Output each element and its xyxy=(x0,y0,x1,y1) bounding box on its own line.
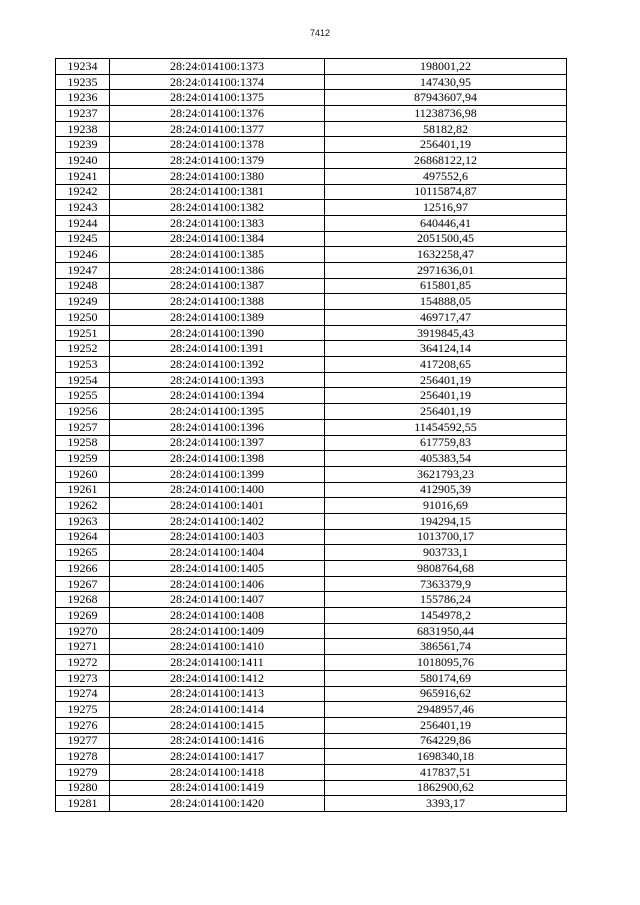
row-number-cell: 19257 xyxy=(56,419,110,435)
cadastral-number-cell: 28:24:014100:1379 xyxy=(110,153,325,169)
row-number-cell: 19266 xyxy=(56,561,110,577)
value-cell: 256401,19 xyxy=(325,372,567,388)
table-row xyxy=(56,262,567,278)
cadastral-number-cell: 28:24:014100:1410 xyxy=(110,639,325,655)
cadastral-number-cell: 28:24:014100:1415 xyxy=(110,717,325,733)
table-row xyxy=(56,121,567,137)
value-cell: 10115874,87 xyxy=(325,184,567,200)
value-cell: 12516,97 xyxy=(325,200,567,216)
row-number-cell: 19278 xyxy=(56,749,110,765)
page-number: 7412 xyxy=(309,28,331,38)
table-row xyxy=(56,74,567,90)
table-row xyxy=(56,310,567,326)
cadastral-number-cell: 28:24:014100:1416 xyxy=(110,733,325,749)
value-cell: 194294,15 xyxy=(325,513,567,529)
cadastral-number-cell: 28:24:014100:1386 xyxy=(110,262,325,278)
cadastral-number-cell: 28:24:014100:1395 xyxy=(110,404,325,420)
row-number-cell: 19274 xyxy=(56,686,110,702)
table-row xyxy=(56,498,567,514)
row-number-cell: 19281 xyxy=(56,796,110,812)
cadastral-number-cell: 28:24:014100:1391 xyxy=(110,341,325,357)
table-row xyxy=(56,137,567,153)
value-cell: 417837,51 xyxy=(325,764,567,780)
row-number-cell: 19248 xyxy=(56,278,110,294)
table-row xyxy=(56,608,567,624)
cadastral-number-cell: 28:24:014100:1382 xyxy=(110,200,325,216)
value-cell: 580174,69 xyxy=(325,670,567,686)
row-number-cell: 19259 xyxy=(56,451,110,467)
table-row xyxy=(56,294,567,310)
row-number-cell: 19271 xyxy=(56,639,110,655)
row-number-cell: 19261 xyxy=(56,482,110,498)
cadastral-number-cell: 28:24:014100:1414 xyxy=(110,702,325,718)
table-row xyxy=(56,435,567,451)
row-number-cell: 19253 xyxy=(56,357,110,373)
row-number-cell: 19250 xyxy=(56,310,110,326)
row-number-cell: 19260 xyxy=(56,466,110,482)
value-cell: 256401,19 xyxy=(325,388,567,404)
table-row xyxy=(56,325,567,341)
table-row xyxy=(56,670,567,686)
table-row xyxy=(56,388,567,404)
value-cell: 469717,47 xyxy=(325,310,567,326)
row-number-cell: 19242 xyxy=(56,184,110,200)
value-cell: 386561,74 xyxy=(325,639,567,655)
cadastral-number-cell: 28:24:014100:1402 xyxy=(110,513,325,529)
table-row xyxy=(56,168,567,184)
cadastral-number-cell: 28:24:014100:1398 xyxy=(110,451,325,467)
row-number-cell: 19237 xyxy=(56,106,110,122)
value-cell: 364124,14 xyxy=(325,341,567,357)
value-cell: 497552,6 xyxy=(325,168,567,184)
value-cell: 147430,95 xyxy=(325,74,567,90)
cadastral-number-cell: 28:24:014100:1419 xyxy=(110,780,325,796)
value-cell: 87943607,94 xyxy=(325,90,567,106)
table-row xyxy=(56,419,567,435)
cadastral-number-cell: 28:24:014100:1388 xyxy=(110,294,325,310)
row-number-cell: 19277 xyxy=(56,733,110,749)
table-row xyxy=(56,529,567,545)
row-number-cell: 19263 xyxy=(56,513,110,529)
cadastral-number-cell: 28:24:014100:1412 xyxy=(110,670,325,686)
row-number-cell: 19243 xyxy=(56,200,110,216)
cadastral-number-cell: 28:24:014100:1406 xyxy=(110,576,325,592)
row-number-cell: 19264 xyxy=(56,529,110,545)
cadastral-number-cell: 28:24:014100:1387 xyxy=(110,278,325,294)
cadastral-number-cell: 28:24:014100:1411 xyxy=(110,655,325,671)
row-number-cell: 19270 xyxy=(56,623,110,639)
row-number-cell: 19269 xyxy=(56,608,110,624)
table-row xyxy=(56,278,567,294)
cadastral-number-cell: 28:24:014100:1404 xyxy=(110,545,325,561)
value-cell: 58182,82 xyxy=(325,121,567,137)
value-cell: 11238736,98 xyxy=(325,106,567,122)
value-cell: 9808764,68 xyxy=(325,561,567,577)
table-row xyxy=(56,153,567,169)
table-row xyxy=(56,780,567,796)
row-number-cell: 19238 xyxy=(56,121,110,137)
value-cell: 26868122,12 xyxy=(325,153,567,169)
row-number-cell: 19262 xyxy=(56,498,110,514)
value-cell: 256401,19 xyxy=(325,137,567,153)
cadastral-number-cell: 28:24:014100:1375 xyxy=(110,90,325,106)
value-cell: 965916,62 xyxy=(325,686,567,702)
row-number-cell: 19275 xyxy=(56,702,110,718)
cadastral-number-cell: 28:24:014100:1400 xyxy=(110,482,325,498)
value-cell: 7363379,9 xyxy=(325,576,567,592)
value-cell: 3919845,43 xyxy=(325,325,567,341)
row-number-cell: 19249 xyxy=(56,294,110,310)
cadastral-number-cell: 28:24:014100:1380 xyxy=(110,168,325,184)
cadastral-number-cell: 28:24:014100:1394 xyxy=(110,388,325,404)
table-row xyxy=(56,592,567,608)
table-row xyxy=(56,482,567,498)
cadastral-number-cell: 28:24:014100:1392 xyxy=(110,357,325,373)
table-row xyxy=(56,764,567,780)
table-row xyxy=(56,357,567,373)
cadastral-number-cell: 28:24:014100:1409 xyxy=(110,623,325,639)
cadastral-number-cell: 28:24:014100:1393 xyxy=(110,372,325,388)
value-cell: 764229,86 xyxy=(325,733,567,749)
row-number-cell: 19273 xyxy=(56,670,110,686)
row-number-cell: 19244 xyxy=(56,215,110,231)
table-row xyxy=(56,200,567,216)
cadastral-number-cell: 28:24:014100:1407 xyxy=(110,592,325,608)
table-row xyxy=(56,215,567,231)
table-row xyxy=(56,545,567,561)
table-row xyxy=(56,247,567,263)
value-cell: 6831950,44 xyxy=(325,623,567,639)
value-cell: 617759,83 xyxy=(325,435,567,451)
table-row xyxy=(56,231,567,247)
value-cell: 1698340,18 xyxy=(325,749,567,765)
value-cell: 405383,54 xyxy=(325,451,567,467)
cadastral-number-cell: 28:24:014100:1390 xyxy=(110,325,325,341)
table-row xyxy=(56,702,567,718)
value-cell: 2971636,01 xyxy=(325,262,567,278)
table-row xyxy=(56,655,567,671)
value-cell: 1018095,76 xyxy=(325,655,567,671)
cadastral-number-cell: 28:24:014100:1417 xyxy=(110,749,325,765)
cadastral-number-cell: 28:24:014100:1373 xyxy=(110,59,325,75)
table-row xyxy=(56,106,567,122)
table-row xyxy=(56,576,567,592)
row-number-cell: 19247 xyxy=(56,262,110,278)
row-number-cell: 19268 xyxy=(56,592,110,608)
value-cell: 1862900,62 xyxy=(325,780,567,796)
value-cell: 1632258,47 xyxy=(325,247,567,263)
value-cell: 91016,69 xyxy=(325,498,567,514)
cadastral-number-cell: 28:24:014100:1389 xyxy=(110,310,325,326)
value-cell: 417208,65 xyxy=(325,357,567,373)
row-number-cell: 19239 xyxy=(56,137,110,153)
value-cell: 3621793,23 xyxy=(325,466,567,482)
table-row xyxy=(56,749,567,765)
table-row xyxy=(56,513,567,529)
cadastral-number-cell: 28:24:014100:1413 xyxy=(110,686,325,702)
table-row xyxy=(56,341,567,357)
cadastral-number-cell: 28:24:014100:1385 xyxy=(110,247,325,263)
row-number-cell: 19267 xyxy=(56,576,110,592)
table-row xyxy=(56,796,567,812)
table-row xyxy=(56,717,567,733)
row-number-cell: 19258 xyxy=(56,435,110,451)
table-row xyxy=(56,623,567,639)
table-row xyxy=(56,686,567,702)
table-row xyxy=(56,59,567,75)
value-cell: 2051500,45 xyxy=(325,231,567,247)
table-row xyxy=(56,733,567,749)
row-number-cell: 19252 xyxy=(56,341,110,357)
registry-table-body xyxy=(56,59,567,812)
cadastral-number-cell: 28:24:014100:1378 xyxy=(110,137,325,153)
cadastral-number-cell: 28:24:014100:1381 xyxy=(110,184,325,200)
registry-table xyxy=(55,58,567,812)
row-number-cell: 19265 xyxy=(56,545,110,561)
table-row xyxy=(56,466,567,482)
cadastral-number-cell: 28:24:014100:1384 xyxy=(110,231,325,247)
cadastral-number-cell: 28:24:014100:1376 xyxy=(110,106,325,122)
row-number-cell: 19280 xyxy=(56,780,110,796)
value-cell: 2948957,46 xyxy=(325,702,567,718)
value-cell: 155786,24 xyxy=(325,592,567,608)
table-row xyxy=(56,404,567,420)
value-cell: 1454978,2 xyxy=(325,608,567,624)
value-cell: 154888,05 xyxy=(325,294,567,310)
row-number-cell: 19254 xyxy=(56,372,110,388)
row-number-cell: 19256 xyxy=(56,404,110,420)
row-number-cell: 19279 xyxy=(56,764,110,780)
value-cell: 198001,22 xyxy=(325,59,567,75)
row-number-cell: 19241 xyxy=(56,168,110,184)
value-cell: 256401,19 xyxy=(325,717,567,733)
value-cell: 256401,19 xyxy=(325,404,567,420)
value-cell: 903733,1 xyxy=(325,545,567,561)
table-row xyxy=(56,561,567,577)
cadastral-number-cell: 28:24:014100:1397 xyxy=(110,435,325,451)
value-cell: 1013700,17 xyxy=(325,529,567,545)
value-cell: 3393,17 xyxy=(325,796,567,812)
value-cell: 11454592,55 xyxy=(325,419,567,435)
row-number-cell: 19255 xyxy=(56,388,110,404)
value-cell: 640446,41 xyxy=(325,215,567,231)
cadastral-number-cell: 28:24:014100:1383 xyxy=(110,215,325,231)
cadastral-number-cell: 28:24:014100:1401 xyxy=(110,498,325,514)
row-number-cell: 19245 xyxy=(56,231,110,247)
cadastral-number-cell: 28:24:014100:1377 xyxy=(110,121,325,137)
row-number-cell: 19276 xyxy=(56,717,110,733)
row-number-cell: 19235 xyxy=(56,74,110,90)
cadastral-number-cell: 28:24:014100:1408 xyxy=(110,608,325,624)
table-row xyxy=(56,372,567,388)
row-number-cell: 19240 xyxy=(56,153,110,169)
row-number-cell: 19234 xyxy=(56,59,110,75)
cadastral-number-cell: 28:24:014100:1403 xyxy=(110,529,325,545)
table-row xyxy=(56,90,567,106)
row-number-cell: 19272 xyxy=(56,655,110,671)
cadastral-number-cell: 28:24:014100:1374 xyxy=(110,74,325,90)
cadastral-number-cell: 28:24:014100:1396 xyxy=(110,419,325,435)
table-row xyxy=(56,639,567,655)
value-cell: 615801,85 xyxy=(325,278,567,294)
row-number-cell: 19236 xyxy=(56,90,110,106)
cadastral-number-cell: 28:24:014100:1418 xyxy=(110,764,325,780)
cadastral-number-cell: 28:24:014100:1405 xyxy=(110,561,325,577)
row-number-cell: 19251 xyxy=(56,325,110,341)
table-row xyxy=(56,451,567,467)
table-row xyxy=(56,184,567,200)
row-number-cell: 19246 xyxy=(56,247,110,263)
cadastral-number-cell: 28:24:014100:1399 xyxy=(110,466,325,482)
cadastral-number-cell: 28:24:014100:1420 xyxy=(110,796,325,812)
value-cell: 412905,39 xyxy=(325,482,567,498)
